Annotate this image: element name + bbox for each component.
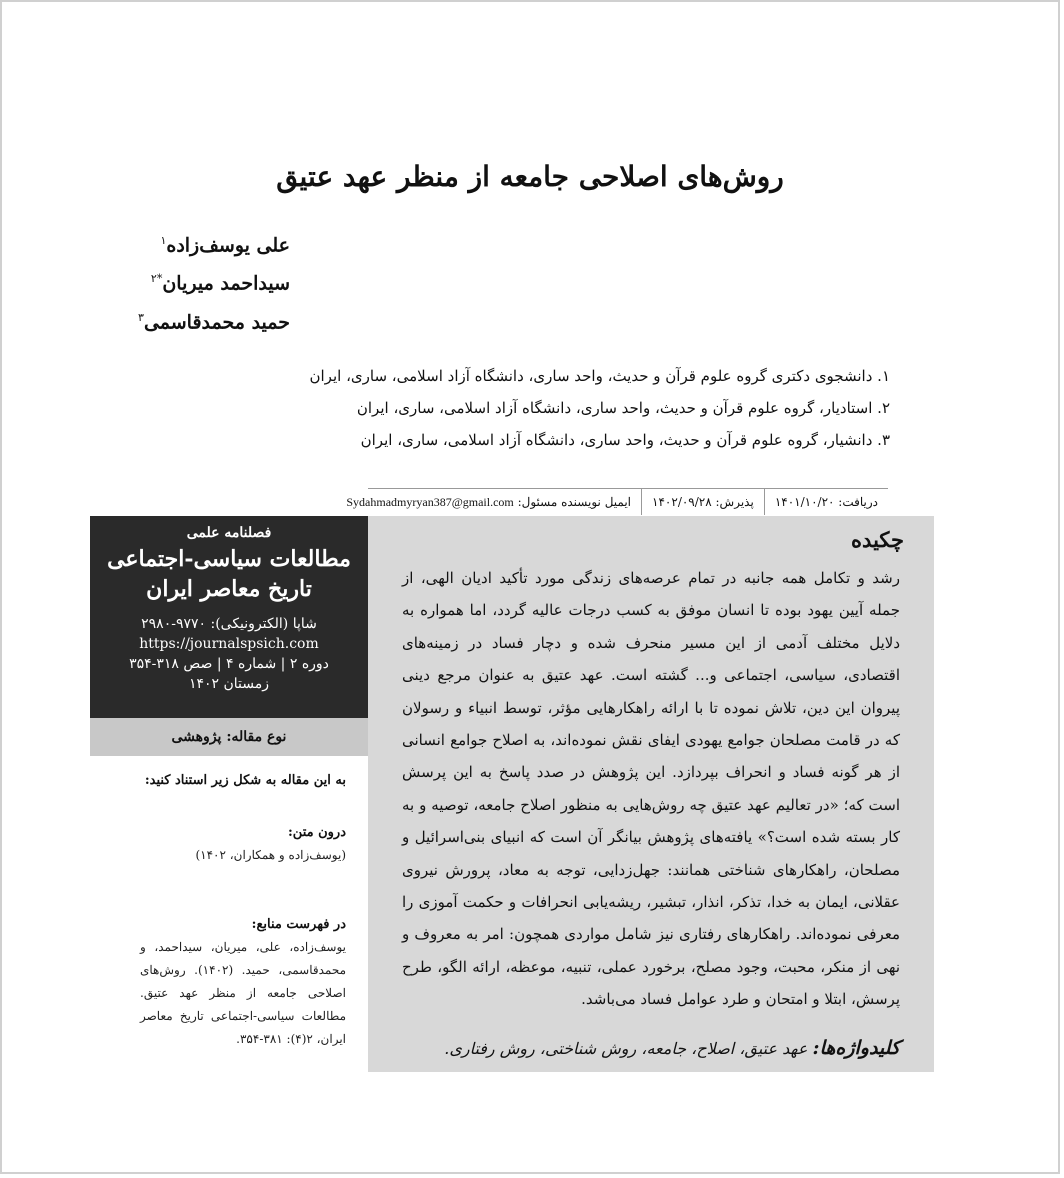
accepted-value: ۱۴۰۲/۰۹/۲۸ [652,495,712,509]
author-2 [100,262,290,300]
in-text-citation: (یوسف‌زاده و همکاران، ۱۴۰۲) [195,848,346,862]
reference-label: در فهرست منابع: [251,917,346,932]
author-name: حمید محمدقاسمی [143,310,290,333]
article-type: نوع مقاله: پژوهشی [90,718,368,756]
email-label: ایمیل نویسنده مسئول: [517,495,632,509]
citation-block [140,770,346,1051]
keywords-text: عهد عتیق، اصلاح، جامعه، روش شناختی، روش رفتاری. [444,1039,808,1058]
corresponding-email [336,489,641,515]
in-text-label: درون متن: [288,825,346,840]
author-mark: ۳ [138,310,144,324]
affiliation-2: ۲. استادیار، گروه علوم قرآن و حدیث، واحد ساری، دانشگاه آزاد اسلامی، ساری، ایران [356,399,890,417]
received-value: ۱۴۰۱/۱۰/۲۰ [774,495,835,509]
journal-name-line2: تاریخ معاصر ایران [146,576,312,602]
dates-bar [346,488,888,515]
abstract-box [368,516,934,1072]
journal-info-box [90,516,368,718]
affiliation-1: ۱. دانشجوی دکتری گروه علوم قرآن و حدیث، واحد ساری، دانشگاه آزاد اسلامی، ساری، ایران [309,367,890,385]
author-mark: ۱ [160,234,167,247]
journal-url[interactable]: https://journalspsich.com [139,636,319,652]
reference-text: یوسف‌زاده، علی، میریان، سیداحمد، و محمدقاسمی، حمید. (۱۴۰۲). روش‌های اصلاحی جامعه از منظر عهد عتیق. مطالعات سیاسی-اجتماعی تاریخ معاصر ایران، ۲(۴): ۳۸۱-۳۵۴. [140,940,346,1046]
keywords-line [380,1033,900,1064]
article-title: روش‌های اصلاحی جامعه از منظر عهد عتیق [276,160,784,193]
email-value: Sydahmadmyryan387@gmail.com [346,495,514,509]
journal-name-line1: مطالعات سیاسی-اجتماعی [107,546,351,572]
author-name: سیداحمد میریان [162,272,290,295]
accepted-date [641,489,764,515]
received-date [764,489,888,515]
author-3 [100,301,290,339]
affiliation-3: ۳. دانشیار، گروه علوم قرآن و حدیث، واحد ساری، دانشگاه آزاد اسلامی، ساری، ایران [360,431,890,449]
accepted-label: پذیرش: [715,495,754,509]
received-label: دریافت: [838,495,878,509]
author-list [100,224,290,339]
abstract-heading: چکیده [851,527,904,552]
affiliation-list [309,360,890,456]
author-name: علی یوسف‌زاده [166,234,290,257]
journal-type: فصلنامه علمی [186,525,272,541]
keywords-label: کلیدواژه‌ها: [812,1037,900,1059]
citation-heading: به این مقاله به شکل زیر استناد کنید: [144,773,346,788]
abstract-body: رشد و تکامل همه جانبه در تمام عرصه‌های زندگی مورد تأکید ادیان الهی، از جمله آیین یهود بوده تا انسان موفق به کسب درجات عالیه گردد، اما همواره به دلایل مختلف آدمی از این مسیر منحرف شده و دچار فساد در زمینه‌های اقتصادی، سیاسی، اجتماعی و... گشته است. عهد عتیق به عنوان مرجع دینی پیروان این دین، تلاش نموده تا با ارائه راهکارهایی مؤثر، توسط انبیاء و رسولان که در قامت مصلحان جوامع یهودی ایفای نقش نموده‌اند، به اصلاح جوامع انسانی از هر گونه فساد و انحراف بپردازد. این پژوهش در صدد پاسخ به این پرسش است که؛ «در تعالیم عهد عتیق چه روش‌هایی به منظور اصلاح جامعه، توصیه و به کار بسته شده است؟» یافته‌های پژوهش بیانگر آن است که انبیای بنی‌اسرائیل و مصلحان، راهکارهای شناختی همانند: جهل‌زدایی، توجه به معاد، پرورش نیروی عقلانی، ایمان به خدا، تذکر، انذار، تبشیر، ریشه‌یابی انحرافات و حکمت آموزی را معرفی نموده‌اند. راهکارهای رفتاری نیز شامل مواردی همچون: امر به معروف و نهی از منکر، محبت، وجود مصلح، برخورد عملی، تنبیه، موعظه، ارائه الگو، طرح پرسش، ابتلا و امتحان و طرد عوامل فساد می‌باشد. [402,569,900,1009]
journal-issue: دوره ۲ | شماره ۴ | صص ۳۱۸-۳۵۴ [129,656,329,672]
journal-season: زمستان ۱۴۰۲ [188,676,270,692]
author-mark: *۲ [150,272,163,286]
author-1 [100,224,290,262]
journal-issn: شاپا (الکترونیکی): ۹۷۷۰-۲۹۸۰ [141,616,317,632]
